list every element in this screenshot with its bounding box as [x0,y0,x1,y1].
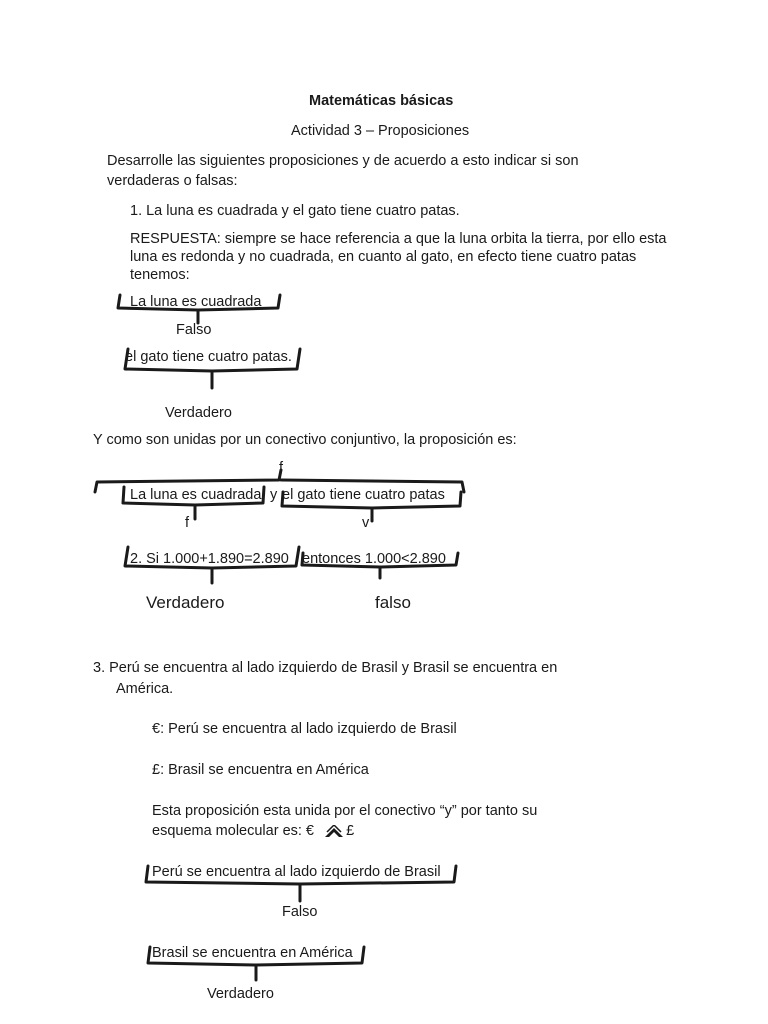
page-subtitle: Actividad 3 – Proposiciones [291,123,470,139]
item-1-answer-line-3: tenemos: [130,267,190,283]
item-3-def-euro: €: Perú se encuentra al lado izquierdo de Brasil [152,721,457,737]
item-1-conclusion: Y como son unidas por un conectivo conjuntivo, la proposición es: [93,432,517,448]
item-1-combined-a: La luna es cuadrada [130,487,262,503]
item-3-schema-prefix: esquema molecular es: € [152,823,314,839]
intro-line-1: Desarrolle las siguientes proposiciones y de acuerdo a esto indicar si son [107,153,579,169]
item-1-part-a: La luna es cuadrada [130,294,262,310]
item-3-part-a-value: Falso [282,904,318,920]
item-1-answer-line-1: RESPUESTA: siempre se hace referencia a que la luna orbita la tierra, por ello esta [130,231,667,247]
item-3-statement-line-1: 3. Perú se encuentra al lado izquierdo de Brasil y Brasil se encuentra en [93,660,558,676]
item-3-part-a: Perú se encuentra al lado izquierdo de Brasil [152,864,441,880]
page-title: Matemáticas básicas [309,93,454,109]
item-1-combined-a-value: f [185,515,190,531]
item-3-schema-line-1: Esta proposición esta unida por el conectivo “y” por tanto su [152,803,538,819]
item-1-part-b: el gato tiene cuatro patas. [125,349,292,365]
item-1-combined-b-value: v [362,515,370,531]
item-3-part-b-value: Verdadero [207,986,274,1002]
item-3-def-pound: £: Brasil se encuentra en América [152,762,369,778]
item-1-combined-value: f [279,460,284,476]
item-1-statement: 1. La luna es cuadrada y el gato tiene cuatro patas. [130,203,460,219]
item-1-part-b-value: Verdadero [165,405,232,421]
item-2-part-a-value: Verdadero [146,593,225,612]
item-3-part-b: Brasil se encuentra en América [152,945,353,961]
item-1-connector: y [270,487,278,503]
intro-line-2: verdaderas o falsas: [107,173,238,189]
item-2-part-b: entonces 1.000<2.890 [302,551,446,567]
item-2-part-a: 2. Si 1.000+1.890=2.890 [130,551,289,567]
item-1-part-a-value: Falso [176,322,212,338]
item-3-statement-line-2: América. [116,681,174,697]
item-1-combined-b: el gato tiene cuatro patas [282,487,445,503]
item-3-schema-suffix: £ [346,823,355,839]
item-1-answer-line-2: luna es redonda y no cuadrada, en cuanto al gato, en efecto tiene cuatro patas [130,249,637,265]
item-2-part-b-value: falso [375,593,411,612]
